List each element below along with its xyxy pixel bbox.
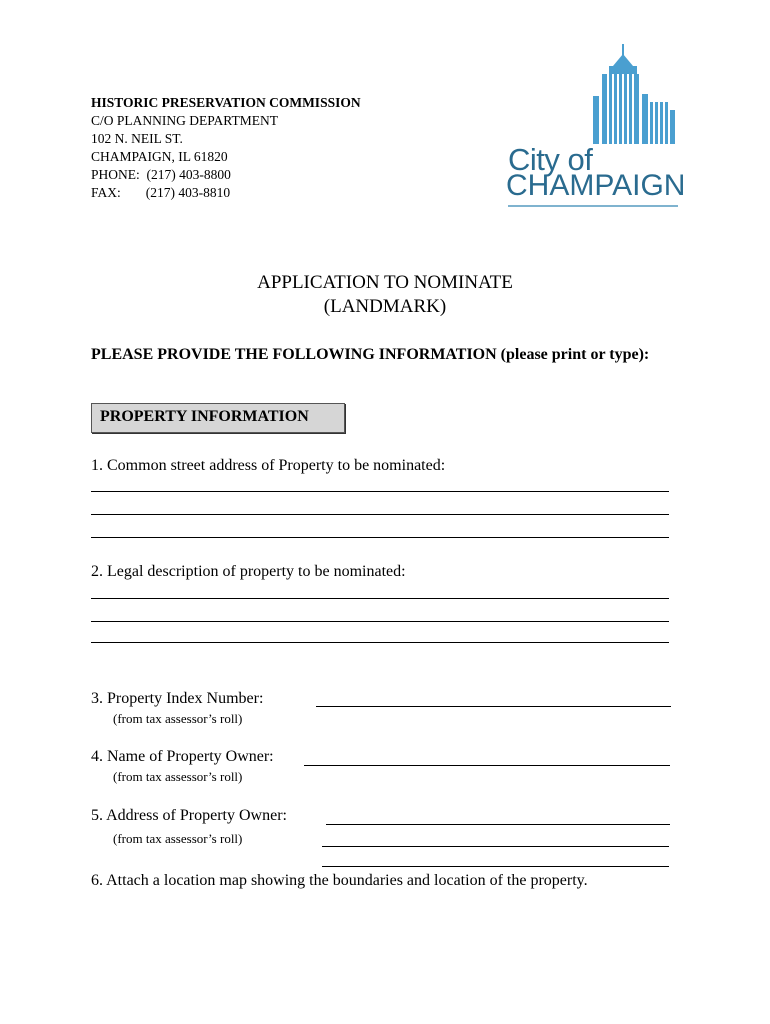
q1-input-line-1[interactable] xyxy=(91,491,669,492)
form-subtitle: (LANDMARK) xyxy=(323,296,447,317)
department: C/O PLANNING DEPARTMENT xyxy=(91,113,278,128)
q4-label: 4. Name of Property Owner: xyxy=(91,748,274,765)
building-icon xyxy=(505,40,683,144)
city-state-zip: CHAMPAIGN, IL 61820 xyxy=(91,149,228,164)
q5-note: (from tax assessor’s roll) xyxy=(113,831,243,846)
logo-city-of: City of xyxy=(508,142,593,177)
q1-input-line-3[interactable] xyxy=(91,537,669,538)
form-title: APPLICATION TO NOMINATE xyxy=(257,272,513,293)
q2-input-line-2[interactable] xyxy=(91,621,669,622)
header-address xyxy=(91,94,361,202)
q3-label: 3. Property Index Number: xyxy=(91,690,264,707)
q1-input-line-2[interactable] xyxy=(91,514,669,515)
q6-label: 6. Attach a location map showing the boundaries and location of the property. xyxy=(91,872,588,889)
fax-number: (217) 403-8810 xyxy=(145,185,231,200)
phone-number: (217) 403-8800 xyxy=(146,167,231,182)
org-name: HISTORIC PRESERVATION COMMISSION xyxy=(91,95,361,110)
q3-note: (from tax assessor’s roll) xyxy=(113,711,243,726)
fax-label: FAX: xyxy=(91,185,121,200)
section-title: PROPERTY INFORMATION xyxy=(100,408,309,425)
fax-row xyxy=(91,184,361,202)
q1-label: 1. Common street address of Property to be nominated: xyxy=(91,457,446,474)
phone-row xyxy=(91,166,361,184)
q5-input-line-2[interactable] xyxy=(322,846,669,847)
section-header xyxy=(91,403,345,433)
q5-input-line-3[interactable] xyxy=(322,866,669,867)
q2-input-line-3[interactable] xyxy=(91,642,669,643)
q5-input-line-1[interactable] xyxy=(326,824,670,825)
logo-champaign: CHAMPAIGN xyxy=(506,169,686,202)
q5-label: 5. Address of Property Owner: xyxy=(91,807,287,824)
q4-note: (from tax assessor’s roll) xyxy=(113,769,243,784)
city-logo xyxy=(505,40,686,212)
logo-underline xyxy=(508,205,678,207)
instructions: PLEASE PROVIDE THE FOLLOWING INFORMATION (please print or type): xyxy=(91,346,650,363)
q3-input-line[interactable] xyxy=(316,706,671,707)
q2-label: 2. Legal description of property to be nominated: xyxy=(91,563,406,580)
street: 102 N. NEIL ST. xyxy=(91,131,183,146)
q2-input-line-1[interactable] xyxy=(91,598,669,599)
q4-input-line[interactable] xyxy=(304,765,670,766)
phone-label: PHONE: xyxy=(91,167,140,182)
